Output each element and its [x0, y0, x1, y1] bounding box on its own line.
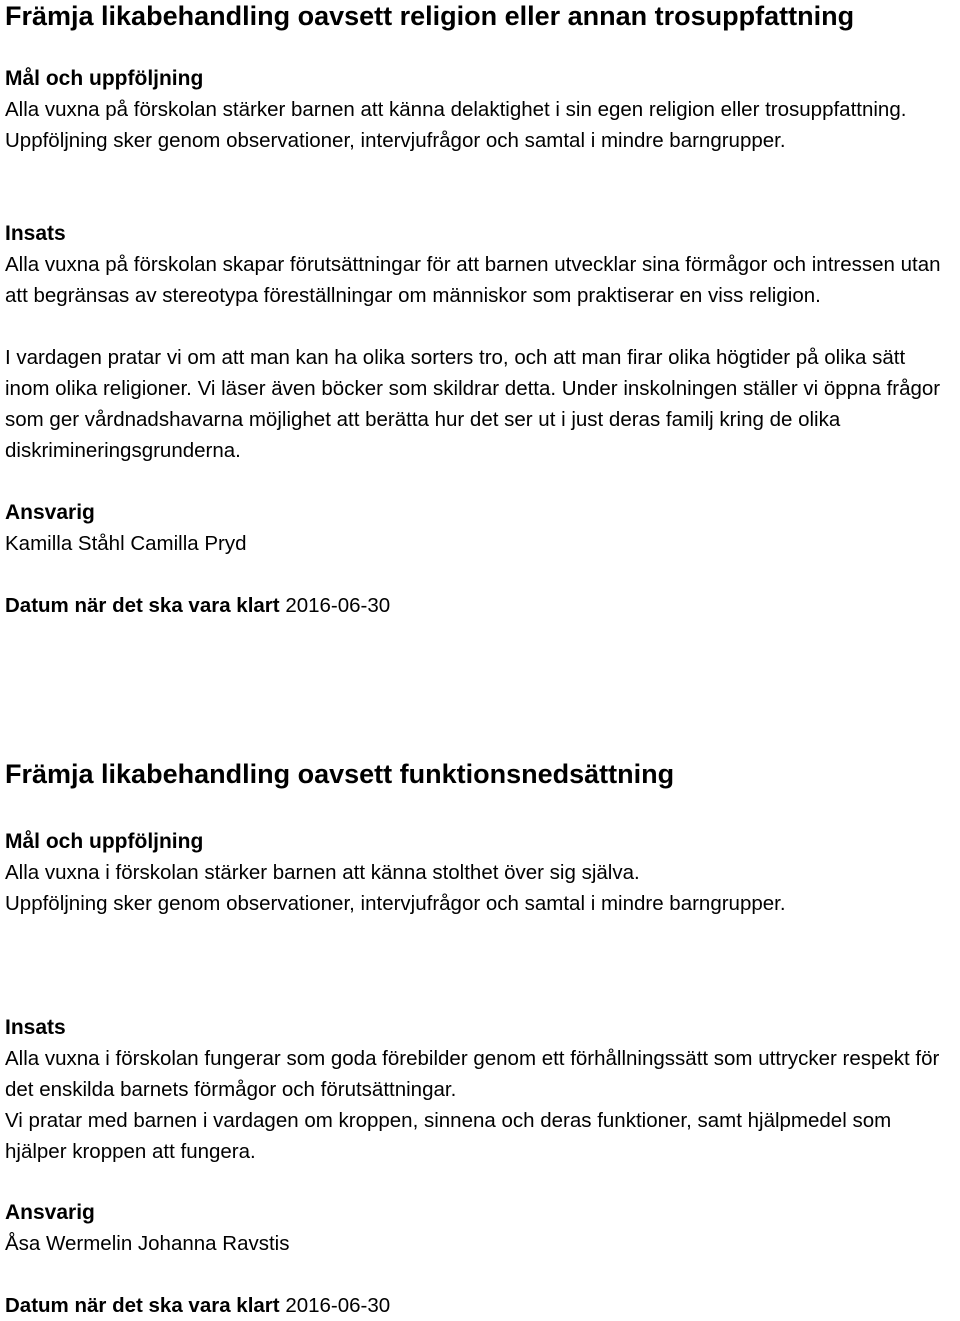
action-text-disability-2: Vi pratar med barnen i vardagen om kroppen, sinnena och deras funktioner, samt hjälpmedel som hjälper kroppen att fungera. — [5, 1109, 892, 1163]
responsible-names-disability: Åsa Wermelin Johanna Ravstis — [5, 1232, 290, 1255]
section-title-disability: Främja likabehandling oavsett funktionsnedsättning — [5, 759, 675, 789]
deadline-date-disability: 2016-06-30 — [285, 1294, 391, 1317]
goal-label-religion: Mål och uppföljning — [5, 67, 204, 90]
goal-text-disability-1: Alla vuxna i förskolan stärker barnen att känna stolthet över sig själva. — [5, 861, 640, 884]
deadline-religion — [5, 590, 955, 621]
deadline-disability — [5, 1290, 955, 1321]
deadline-label-disability: Datum när det ska vara klart — [5, 1294, 280, 1317]
goal-label-disability: Mål och uppföljning — [5, 830, 204, 853]
action-text-religion-2: I vardagen pratar vi om att man kan ha olika sorters tro, och att man firar olika högtider på olika sätt inom olika religioner. Vi läser även böcker som skildrar detta. Under inskolningen ställer vi öppna frågor som ger vårdnadshavarna möjlighet att berätta hur det ser ut i just deras familj kring de olika diskrimineringsgrunderna. — [5, 346, 941, 462]
action-text-disability-1: Alla vuxna i förskolan fungerar som goda förebilder genom ett förhållningssätt som uttrycker respekt för det enskilda barnets förmågor och förutsättningar. — [5, 1047, 940, 1101]
section-title-religion: Främja likabehandling oavsett religion eller annan trosuppfattning — [5, 1, 855, 31]
responsible-label-religion: Ansvarig — [5, 501, 95, 524]
action-label-religion: Insats — [5, 222, 66, 245]
goal-text-disability-2: Uppföljning sker genom observationer, intervjufrågor och samtal i mindre barngrupper. — [5, 892, 786, 915]
action-label-disability: Insats — [5, 1016, 66, 1039]
deadline-label-religion: Datum när det ska vara klart — [5, 594, 280, 617]
goal-text-religion: Alla vuxna på förskolan stärker barnen att känna delaktighet i sin egen religion eller trosuppfattning. Uppföljning sker genom observationer, intervjufrågor och samtal i mindre barngrupper. — [5, 98, 907, 152]
action-text-religion-1: Alla vuxna på förskolan skapar förutsättningar för att barnen utvecklar sina förmågor och intressen utan att begränsas av stereotypa föreställningar om människor som praktiserar en viss religion. — [5, 253, 941, 307]
responsible-label-disability: Ansvarig — [5, 1201, 95, 1224]
responsible-names-religion: Kamilla Ståhl Camilla Pryd — [5, 532, 247, 555]
deadline-date-religion: 2016-06-30 — [285, 594, 391, 617]
